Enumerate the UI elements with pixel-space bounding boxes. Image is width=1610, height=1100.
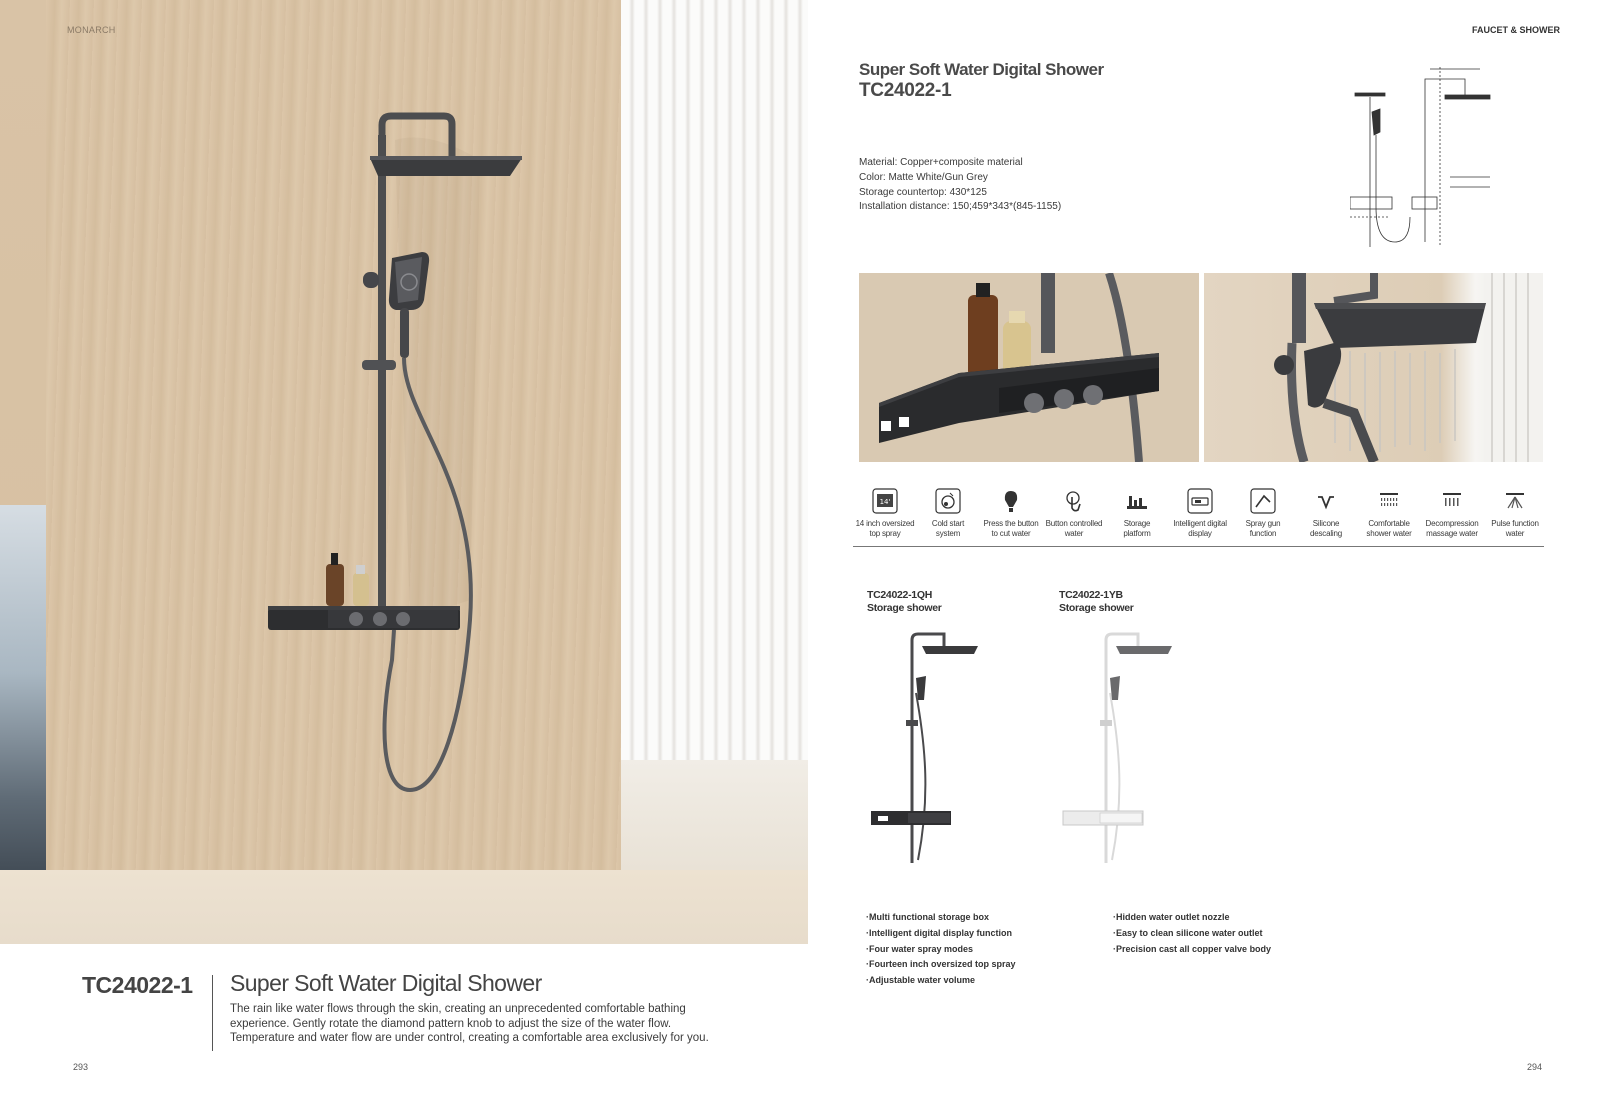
- bullet-item: ·Hidden water outlet nozzle: [1113, 912, 1230, 922]
- feature-item: [916, 487, 980, 538]
- bullet-item: ·Precision cast all copper valve body: [1113, 943, 1272, 954]
- spec-installation: Installation distance: 150;459*343*(845-1155): [859, 201, 1062, 213]
- feature-label: Comfortable: [1368, 519, 1410, 528]
- feature-label: shower water: [1366, 528, 1412, 538]
- feature-item: [1105, 487, 1169, 538]
- rain-head-detail-photo: [1204, 273, 1543, 462]
- shelf-detail-photo: [859, 273, 1199, 462]
- feature-label: Decompression: [1425, 519, 1479, 528]
- pulse-water-icon: [1501, 487, 1529, 515]
- feature-label: platform: [1123, 528, 1151, 538]
- feature-label: Storage: [1123, 519, 1151, 528]
- shower-system-illustration: [0, 0, 808, 944]
- variant-name-dark: Storage shower: [867, 602, 942, 614]
- product-model-left: TC24022-1: [82, 972, 193, 998]
- feature-label: display: [1188, 528, 1212, 538]
- feature-label: top spray: [869, 528, 901, 538]
- feature-label: Spray gun: [1245, 519, 1281, 528]
- description-line: experience. Gently rotate the diamond pattern knob to adjust the size of the water flow.: [230, 1017, 672, 1030]
- feature-label: to cut water: [991, 528, 1031, 538]
- feature-label: Pulse function: [1491, 519, 1539, 528]
- feature-label: water: [1505, 528, 1525, 538]
- spec-countertop: Storage countertop: 430*125: [859, 186, 987, 198]
- page-number-left: 293: [73, 1062, 89, 1072]
- feature-bullets-left: [866, 910, 1016, 989]
- feature-item: [853, 487, 917, 538]
- feature-label: system: [935, 528, 961, 538]
- features-divider: [853, 546, 1544, 547]
- bullet-item: ·Intelligent digital display function: [866, 927, 1012, 938]
- feature-item: [979, 487, 1043, 538]
- feature-bullets-right: [1113, 910, 1271, 957]
- display-14-icon: [871, 487, 899, 515]
- feature-item: [1420, 487, 1484, 538]
- vertical-divider: [212, 975, 213, 1051]
- storage-platform-icon: [1123, 487, 1151, 515]
- digital-display-icon: [1186, 487, 1214, 515]
- press-button-icon: [997, 487, 1025, 515]
- massage-water-icon: [1438, 487, 1466, 515]
- variant-name-white: Storage shower: [1059, 602, 1134, 614]
- silicone-descaling-icon: [1312, 487, 1340, 515]
- spray-gun-icon: [1249, 487, 1277, 515]
- feature-label: 14 inch oversized: [855, 519, 915, 528]
- product-model-right: TC24022-1: [859, 80, 952, 101]
- category-header: FAUCET & SHOWER: [1472, 25, 1561, 35]
- variant-code-white: TC24022-1YB: [1059, 589, 1123, 601]
- description-line: Temperature and water flow are under control, creating a comfortable area exclusively for you.: [230, 1032, 709, 1044]
- feature-item: [1483, 487, 1547, 538]
- feature-label: descaling: [1309, 528, 1342, 538]
- spec-list: [859, 156, 1061, 215]
- feature-item: [1294, 487, 1358, 538]
- feature-item: [1231, 487, 1295, 538]
- product-title-left: Super Soft Water Digital Shower: [230, 970, 542, 996]
- button-control-icon: [1060, 487, 1088, 515]
- spec-color: Color: Matte White/Gun Grey: [859, 171, 988, 183]
- bullet-item: ·Multi functional storage box: [866, 912, 989, 922]
- feature-item: [1168, 487, 1232, 538]
- page-number-right: 294: [1527, 1062, 1543, 1072]
- feature-label: Button controlled: [1045, 519, 1103, 528]
- feature-label: function: [1249, 528, 1277, 538]
- svg-text:14': 14': [879, 498, 891, 506]
- feature-icons-row: [853, 487, 1547, 549]
- bullet-item: ·Fourteen inch oversized top spray: [866, 959, 1016, 970]
- bullet-item: ·Easy to clean silicone water outlet: [1113, 927, 1263, 938]
- feature-label: massage water: [1426, 528, 1478, 538]
- feature-label: Silicone: [1312, 519, 1340, 528]
- feature-label: Press the button: [983, 519, 1039, 528]
- product-description: [230, 1002, 790, 1046]
- feature-item: [1357, 487, 1421, 538]
- variant-image-dark: [866, 628, 986, 868]
- feature-item: [1042, 487, 1106, 538]
- product-title-right: Super Soft Water Digital Shower: [859, 60, 1104, 79]
- technical-drawing: [1350, 57, 1500, 257]
- variant-image-white: [1060, 628, 1180, 868]
- feature-label: Intelligent digital: [1173, 519, 1227, 528]
- brand-name: MONARCH: [67, 25, 116, 35]
- feature-label: water: [1064, 528, 1084, 538]
- bullet-item: ·Adjustable water volume: [866, 975, 976, 986]
- spec-material: Material: Copper+composite material: [859, 157, 1023, 168]
- cold-start-icon: [934, 487, 962, 515]
- description-line: The rain like water flows through the skin, creating an unprecedented comfortable bathing: [230, 1003, 686, 1015]
- feature-label: Cold start: [931, 519, 965, 528]
- hero-photo: [0, 0, 808, 944]
- variant-code-dark: TC24022-1QH: [867, 589, 932, 601]
- comfortable-shower-icon: [1375, 487, 1403, 515]
- bullet-item: ·Four water spray modes: [866, 943, 974, 954]
